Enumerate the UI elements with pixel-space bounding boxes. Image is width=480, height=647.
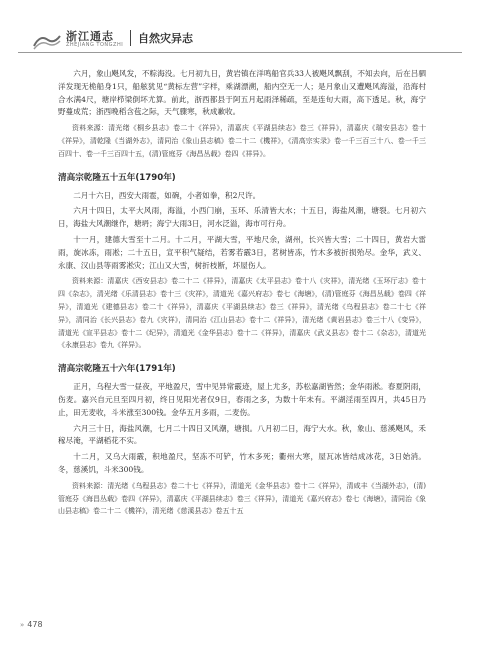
source-note: 资料来源：清光绪《乌程县志》卷二十七《祥异》，清道光《金华县志》卷十二《祥异》，清咸丰《当湖外志》，(清)管庭芬《海昌丛载》卷四《祥异》，清嘉庆《平湖县续志》卷三《祥异》，清道光《嘉兴府志》卷七《海塘》，清同治《象山县志稿》卷二十二《機祥》，清光绪《慈溪县志》卷五十五 xyxy=(58,481,426,516)
header-rule xyxy=(18,52,462,53)
header-separator xyxy=(130,30,131,46)
paragraph: 六月，象山飓风发，不粽海没。七月初九日，黄岩镇在洋鸣船官兵33人被飓风飘刮，不知去向，后在吕驷洋发现无桅船身1只，船舷犹见“黄标左营”字样，乘湖漂溯，船内空无一人；是月象山又遭飓风海溢，沿海村合水满4尺，塘岸栉梁倒坏尤算。前此，浙西都县于阿五月起雨泽稀疏，至是连旬大雨，高下透足。秋，海宁野蔓成荒；浙西晚稻含苞之际，天气骤寒，秋成歉收。 xyxy=(58,69,426,117)
page-body xyxy=(58,68,426,521)
paragraph: 十一月，建德大雪至十二月。十二月，平湖大雪，平地尺余，湖州，长兴皆大雪；二十四日，黄岩大雷雨，旋冰冻，雨凇；二十五日，宣平积气疑结，若雾若霰3日，茗树皆冻，竹木多被折损殆尽。金华，武义、永康、汉山县等雨雾凇灾；江山又大雪，树折枝断，坏屋伤人。 xyxy=(58,234,426,270)
paragraph: 正月，乌程大雪一昼夜，平地盈尺，雪中见异常霰迹，屋上尤多，苏松嘉湖皆然；金华雨淞。春夏阴雨，伤麦。嘉兴自元旦至四月初，终日见阳光者仅9日，春雨之多，为数十年未有。平湖淫雨至四月，共45日乃止，田无麦收，斗米涨至300钱。金华五月多雨，二麦伤。 xyxy=(58,382,426,417)
year-heading: 清高宗乾隆五十五年(1790年) xyxy=(58,172,176,183)
page-arrow-icon: » xyxy=(20,621,25,629)
paragraph: 十二月，又乌大雨霰，积地盈尺，坚冻不可铲，竹木多死；衢州大寒，屋瓦冰皆结成冰花，3日始消。冬，慈溪饥，斗米300钱。 xyxy=(58,452,426,474)
page-header xyxy=(18,26,462,56)
year-heading: 清高宗乾隆五十六年(1791年) xyxy=(58,364,176,375)
logo-title: 浙江通志 xyxy=(66,30,114,43)
section-title: 自然灾异志 xyxy=(138,32,193,45)
logo-wave-icon xyxy=(32,30,62,52)
source-note: 资料来源：清光绪《桐乡县志》卷二十《祥异》，清嘉庆《平湖县续志》卷三《祥异》，清嘉庆《瑞安县志》卷十《祥异》，清乾隆《当湖外志》，清同治《象山县志稿》卷二十二《機祥》，《清高宗实录》卷一千三百三十八、卷一千三百四十、卷一千三百四十五，(清)管庭芬《海昌丛载》卷四《祥异》。 xyxy=(58,124,426,158)
source-note: 资料来源：清嘉庆《西安县志》卷二十二《祥异》，清嘉庆《太平县志》卷十八《灾祥》，清光绪《玉环厅志》卷十四《杂志》，清光绪《乐清县志》卷十三《灾祥》，清道光《嘉兴府志》卷七《海塘》，(清)管庭芬《海昌丛载》卷四《祥异》，清道光《建德县志》卷二十《祥异》，清嘉庆《平湖县续志》卷三《祥异》，清光绪《乌程县志》卷二十七《祥异》，清同治《长兴县志》卷九《灾祥》，清同治《江山县志》卷十二《祥异》，清光绪《黄岩县志》卷三十八《变异》，清道光《宣平县志》卷十二《纪异》，清道光《金华县志》卷十二《祥异》，清嘉庆《武义县志》卷十二《杂志》，清道光《永康县志》卷九《祥异》。 xyxy=(58,277,426,350)
paragraph: 二月十六日，西安大雨雹，如碗，小者如拳，积2尺许。 xyxy=(73,190,261,200)
logo-subtitle: ZHEJIANG TONGZHI xyxy=(66,42,124,48)
paragraph: 六月三十日，海盐风潮，七月二十四日又风潮，塘损。八月初二日，海宁大水。秋，象山、慈溪飓风，禾稼尽淹，平湖稻花不实。 xyxy=(58,423,426,446)
paragraph: 六月十四日，太平大风雨，海溢，小西门崩，玉环、乐清皆大水；十五日，海盐风潮，塘裂。七月初六日，海盐大风潮继作，塘坍；海宁大雨3日，河水泛溢，海市可行舟。 xyxy=(58,206,426,229)
page-footer xyxy=(20,620,43,629)
page-number: 478 xyxy=(27,620,43,629)
